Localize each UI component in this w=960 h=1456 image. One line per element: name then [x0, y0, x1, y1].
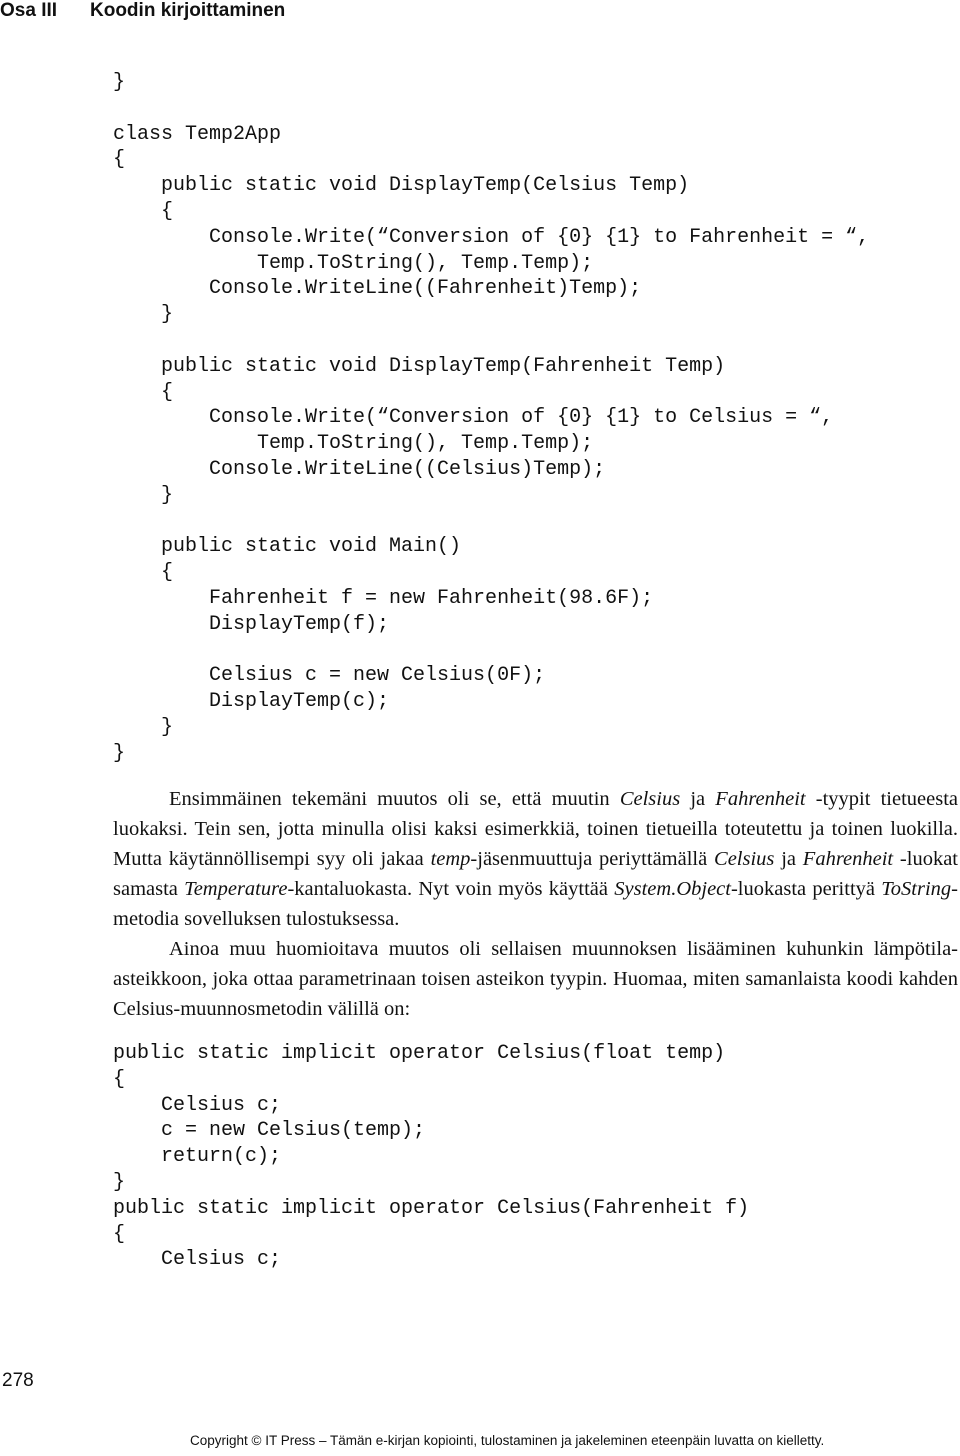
- italic-term: Celsius: [619, 788, 681, 810]
- code-line: DisplayTemp(f);: [113, 612, 390, 636]
- code-line: Fahrenheit f = new Fahrenheit(98.6F);: [113, 586, 654, 610]
- code-line: {: [113, 561, 174, 585]
- italic-term: Fahrenheit: [715, 788, 806, 810]
- italic-term: Celsius: [714, 848, 775, 870]
- code-line: }: [113, 741, 126, 765]
- code-line: public static void DisplayTemp(Fahrenheit Temp): [113, 354, 726, 378]
- code-line: public static implicit operator Celsius(Fahrenheit f): [113, 1196, 750, 1220]
- code-line: {: [113, 199, 174, 223]
- text-run: -kantaluokasta. Nyt voin myös käyttää: [287, 878, 615, 900]
- code-line: Celsius c;: [113, 1248, 282, 1272]
- code-line: Console.WriteLine((Celsius)Temp);: [113, 457, 606, 481]
- code-line: {: [113, 380, 174, 404]
- code-line: {: [113, 148, 126, 172]
- code-line: public static void Main(): [113, 535, 462, 559]
- text-run: Ensimmäinen tekemäni muutos oli se, että muutin: [169, 788, 620, 810]
- code-line: [113, 509, 869, 535]
- text-run: -jäsenmuuttuja periyttämällä: [470, 848, 715, 870]
- text-run: ja: [680, 788, 716, 810]
- code-line: return(c);: [113, 1145, 282, 1169]
- code-line: [113, 638, 869, 664]
- code-listing-celsius-operators: [113, 1041, 749, 1273]
- paragraph-1: [113, 784, 958, 934]
- code-line: {: [113, 1222, 126, 1246]
- code-line: {: [113, 1067, 126, 1091]
- code-line: [113, 328, 869, 354]
- part-label: Osa III: [0, 0, 58, 21]
- code-line: class Temp2App: [113, 122, 282, 146]
- code-line: }: [113, 1170, 126, 1194]
- italic-term: temp: [430, 848, 471, 870]
- code-listing-temp2app: [113, 70, 869, 767]
- chapter-title: Koodin kirjoittaminen: [90, 0, 286, 21]
- copyright-footer: Copyright © IT Press – Tämän e-kirjan kopiointi, tulostaminen ja jakeleminen eteenpäin luvatta on kielletty.: [190, 1433, 825, 1448]
- code-line: }: [113, 715, 174, 739]
- page-number: 278: [2, 1370, 34, 1391]
- italic-term: System.Object: [614, 878, 731, 900]
- italic-term: Fahrenheit: [802, 848, 894, 870]
- code-line: Console.Write(“Conversion of {0} {1} to Fahrenheit = “,: [113, 225, 870, 249]
- code-line: Celsius c;: [113, 1093, 282, 1117]
- code-line: Console.WriteLine((Fahrenheit)Temp);: [113, 277, 642, 301]
- code-line: Temp.ToString(), Temp.Temp);: [113, 251, 594, 275]
- code-line: c = new Celsius(temp);: [113, 1119, 426, 1143]
- code-line: public static implicit operator Celsius(float temp): [113, 1042, 726, 1065]
- body-text: [113, 784, 958, 1024]
- text-run: -metodia sovelluksen tulostuksessa.: [113, 878, 958, 930]
- text-run: ja: [774, 848, 803, 870]
- code-line: Console.Write(“Conversion of {0} {1} to Celsius = “,: [113, 406, 834, 430]
- code-line: Temp.ToString(), Temp.Temp);: [113, 432, 594, 456]
- code-line: DisplayTemp(c);: [113, 690, 390, 714]
- code-line: }: [113, 303, 174, 327]
- code-line: }: [113, 71, 126, 94]
- italic-term: ToString: [881, 878, 952, 900]
- code-line: }: [113, 483, 174, 507]
- code-line: public static void DisplayTemp(Celsius Temp): [113, 174, 690, 198]
- code-line: [113, 96, 869, 122]
- paragraph-2: Ainoa muu huomioitava muutos oli sellaisen muunnoksen lisääminen kuhunkin lämpötila-asteikkoon, joka ottaa parametrinaan toisen asteikon tyypin. Huomaa, miten samanlaista koodi kahden Celsius-muunnosmetodin välillä on:: [113, 938, 958, 1020]
- italic-term: Temperature: [184, 878, 288, 900]
- text-run: -luokat samasta: [113, 848, 958, 900]
- text-run: -luokasta perittyä: [730, 878, 882, 900]
- text-run: -tyypit tietueesta luokaksi. Tein sen, jotta minulla olisi kaksi esimerkkiä, toinen tietueilla toteutettu ja toinen luokilla. Mutta käytännöllisempi syy oli jakaa: [113, 788, 958, 870]
- code-line: Celsius c = new Celsius(0F);: [113, 664, 546, 688]
